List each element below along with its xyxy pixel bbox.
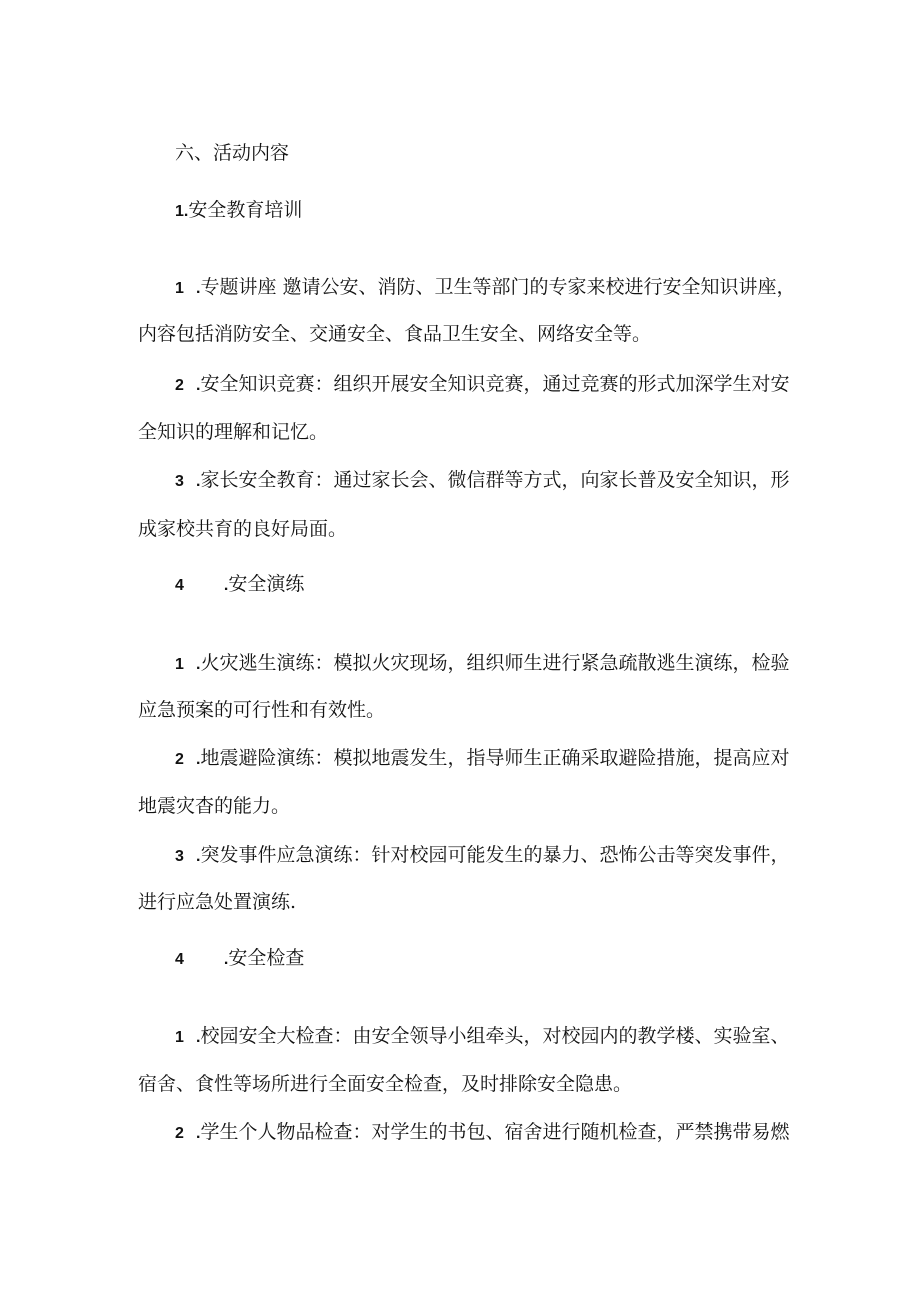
subsection-dot: .: [223, 951, 229, 968]
item-text: 安全知识竞赛：组织开展安全知识竞赛，通过竞赛的形式加深学生对安: [200, 373, 790, 395]
item-number: 1: [175, 1029, 184, 1046]
item-number: 3: [175, 848, 184, 865]
section-heading: 六、活动内容: [175, 142, 290, 164]
item-dot: .: [196, 848, 201, 865]
list-item-line: [175, 1023, 790, 1051]
item-number: 2: [175, 377, 184, 394]
list-item-continuation: 地震灾杳的能力。: [138, 795, 291, 817]
item-text: 地震避险演练：模拟地震发生，指导师生正确采取避险措施，提高应对: [200, 747, 790, 769]
item-dot: .: [196, 280, 201, 297]
list-item-line: [175, 371, 790, 399]
list-item-continuation: 宿舍、食性等场所进行全面安全检查，及时排除安全隐患。: [138, 1073, 633, 1095]
list-item-line: [175, 745, 790, 773]
item-dot: .: [196, 473, 201, 490]
item-number: 1: [175, 656, 184, 673]
list-item-line: [175, 650, 790, 678]
item-dot: .: [196, 377, 201, 394]
subsection-number: 4: [175, 577, 184, 594]
subsection-title: 安全教育培训: [188, 199, 303, 221]
list-item-continuation: 应急预案的可行性和有效性。: [138, 699, 386, 721]
item-text: 突发事件应急演练：针对校园可能发生的暴力、恐怖公击等突发事件，: [200, 844, 790, 866]
item-dot: .: [196, 751, 201, 768]
item-text: 校园安全大检查：由安全领导小组牵头，对校园内的教学楼、实验室、: [200, 1025, 790, 1047]
item-text: 火灾逃生演练：模拟火灾现场，组织师生进行紧急疏散逃生演练，检验: [200, 652, 790, 674]
list-item-continuation: 进行应急处置演练.: [138, 891, 297, 913]
item-number: 3: [175, 473, 184, 490]
subsection-number: 1.: [175, 203, 189, 220]
item-dot: .: [196, 656, 201, 673]
subsection-title: 安全演练: [228, 573, 305, 595]
item-number: 2: [175, 751, 184, 768]
item-number: 1: [175, 280, 184, 297]
item-dot: .: [196, 1029, 201, 1046]
item-text: 专题讲座 邀请公安、消防、卫生等部门的专家来校进行安全知识讲座，: [200, 276, 796, 298]
list-item-line: [175, 842, 790, 870]
item-dot: .: [196, 1125, 201, 1142]
list-item-line: [175, 1119, 790, 1147]
subsection-title-education: [175, 197, 302, 225]
list-item-line: [175, 467, 790, 495]
item-number: 2: [175, 1125, 184, 1142]
item-text: 学生个人物品检查：对学生的书包、宿舍进行随机检查，严禁携带易燃: [200, 1121, 790, 1143]
list-item-line: [175, 274, 796, 302]
subsection-number: 4: [175, 951, 184, 968]
subsection-title-drill: [175, 571, 304, 599]
list-item-continuation: 内容包括消防安全、交通安全、食品卫生安全、网络安全等。: [138, 323, 652, 345]
subsection-title: 安全检查: [228, 947, 305, 969]
item-text: 家长安全教育：通过家长会、微信群等方式，向家长普及安全知识，形: [200, 469, 790, 491]
subsection-dot: .: [223, 577, 229, 594]
subsection-title-inspection: [175, 945, 304, 973]
list-item-continuation: 成家校共育的良好局面。: [138, 518, 348, 540]
list-item-continuation: 全知识的理解和记忆。: [138, 421, 329, 443]
